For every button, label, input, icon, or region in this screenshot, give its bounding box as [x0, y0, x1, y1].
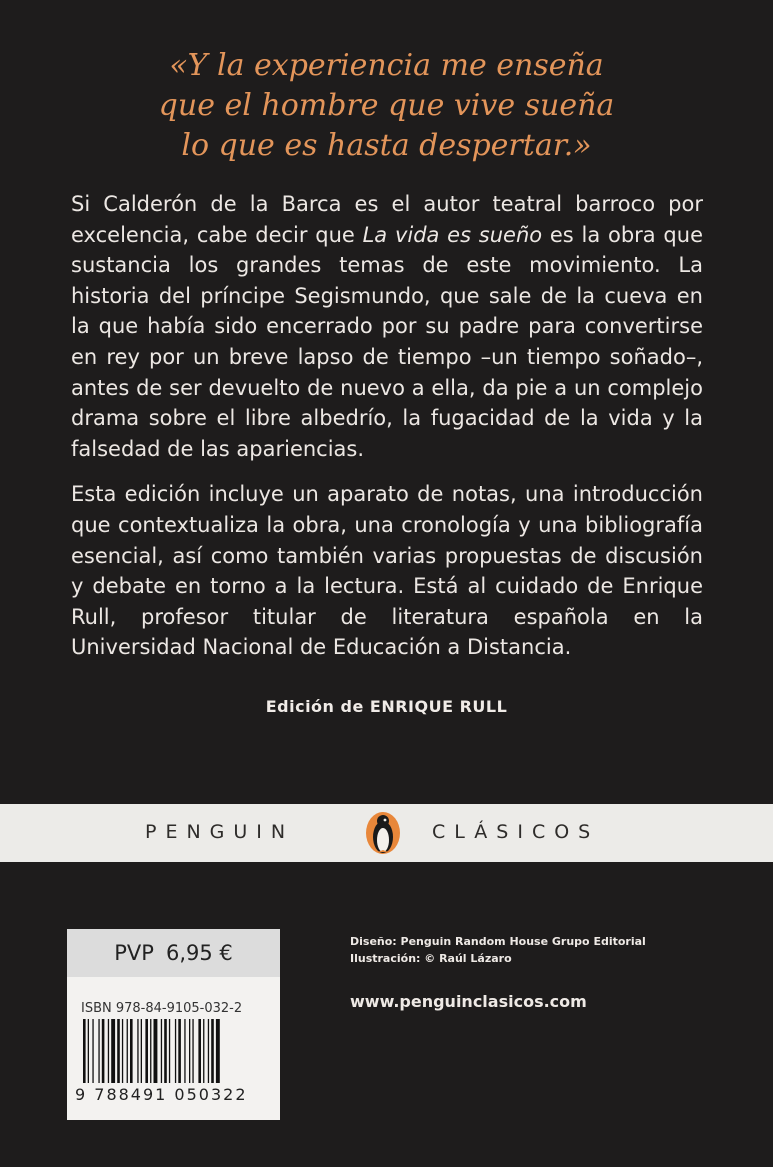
price-tag: [67, 929, 280, 977]
blurb-paragraph-1: [71, 189, 703, 464]
illustration-credit: Ilustración: © Raúl Lázaro: [350, 952, 512, 965]
credits-block: [350, 933, 646, 967]
series-word-clasicos: CLÁSICOS: [432, 821, 600, 843]
blurb-text: es la obra que sustancia los grandes temas de este movimiento. La historia del príncipe Segismundo, que sale de la cueva en la que había sido encerrado por su padre para convertirse en rey por un breve lapso de tiempo –un tiempo soñado–, antes de ser devuelto de nuevo a ella, da pie a un complejo drama sobre el libre albedrío, la fugacidad de la vida y la falsedad de las apariencias.: [71, 222, 703, 461]
series-band: [0, 804, 773, 862]
edition-credit: Edición de ENRIQUE RULL: [265, 697, 508, 716]
isbn-number: ISBN 978-84-9105-032-2: [81, 1001, 243, 1016]
price-label: PVP: [114, 941, 154, 965]
price-value: 6,95 €: [165, 941, 233, 965]
price-barcode-box: [67, 929, 280, 1120]
back-cover-blurb: [71, 189, 703, 678]
book-title: La vida es sueño: [362, 222, 543, 247]
quote-line-3: lo que es hasta despertar.»: [181, 128, 592, 163]
epigraph-quote: [0, 46, 773, 166]
blurb-text: Si Calderón de la Barca es el autor teatral barroco por excelencia, cabe decir que: [71, 192, 703, 247]
quote-line-1: «Y la experiencia me enseña: [169, 48, 604, 83]
publisher-website: www.penguinclasicos.com: [350, 992, 587, 1011]
quote-line-2: que el hombre que vive sueña: [158, 88, 615, 123]
barcode-image: [81, 1019, 267, 1083]
penguin-icon: [364, 810, 402, 856]
barcode-digits: 9 788491 050322: [75, 1085, 248, 1104]
blurb-paragraph-2: Esta edición incluye un aparato de notas, una introducción que contextualiza la obra, una cronología y una bibliografía esencial, así como también varias propuestas de discusión y debate en torno a la lectura. Está al cuidado de Enrique Rull, profesor titular de literatura española en la Universidad Nacional de Educación a Distancia.: [71, 482, 703, 660]
design-credit: Diseño: Penguin Random House Grupo Editorial: [350, 935, 646, 948]
series-word-penguin: PENGUIN: [145, 821, 295, 843]
